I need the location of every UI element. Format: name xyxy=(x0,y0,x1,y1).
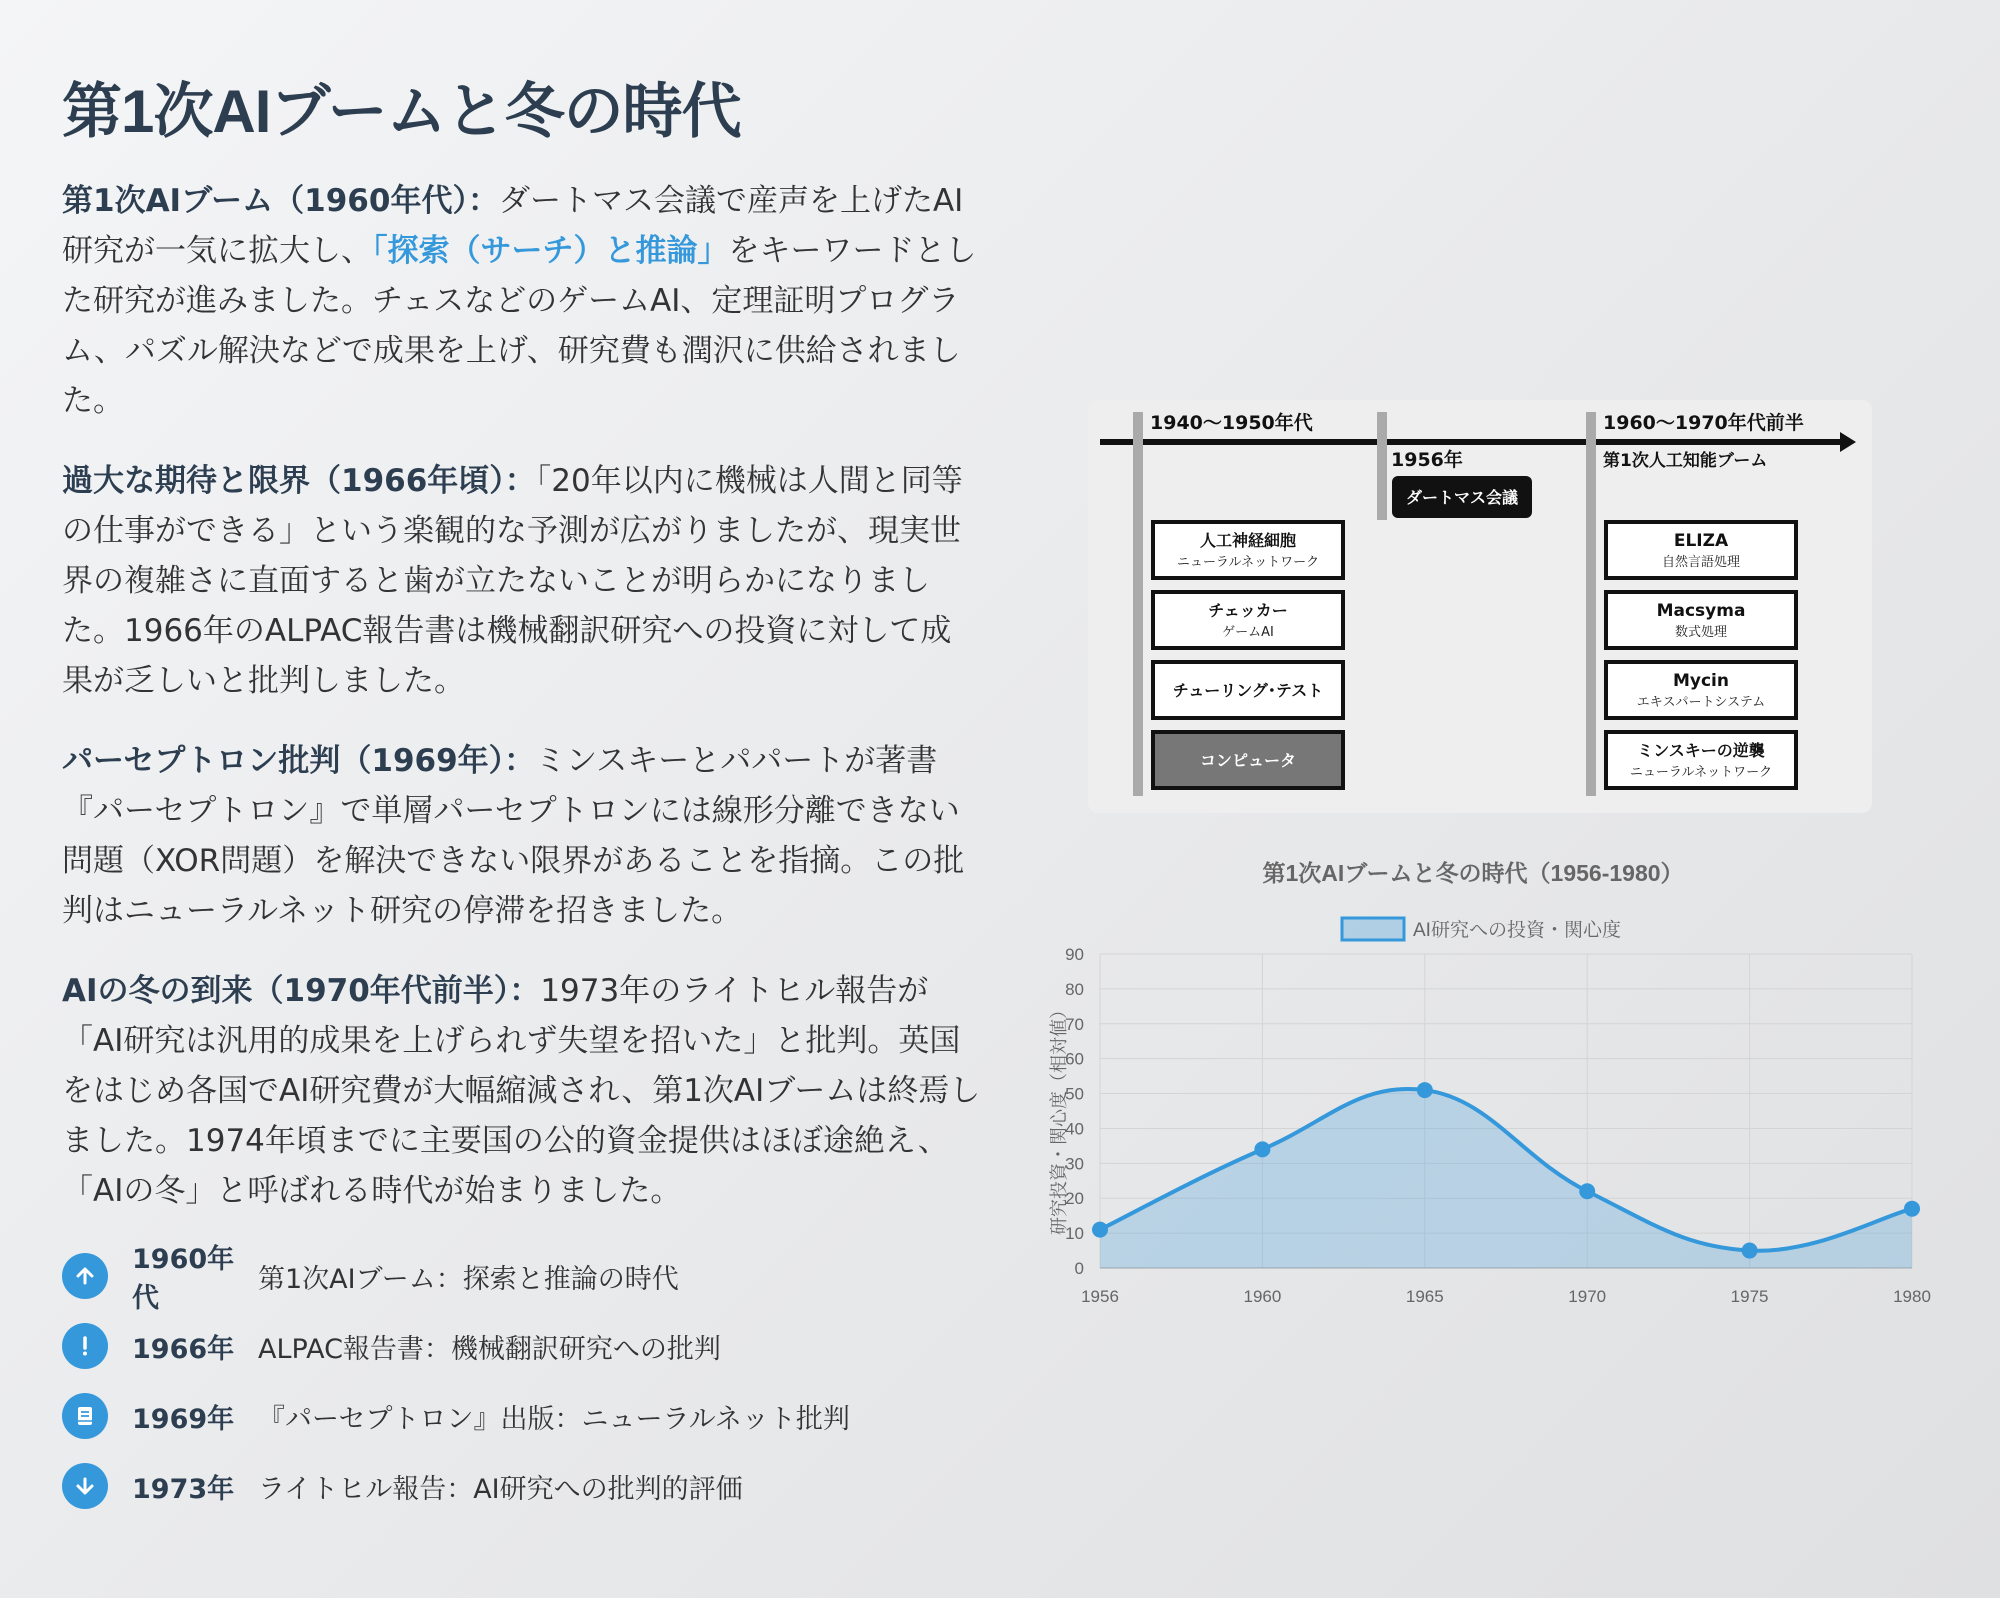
timeline-box xyxy=(1153,522,1343,578)
event-list xyxy=(62,1244,850,1533)
event-year: 1960年代 xyxy=(132,1244,235,1314)
timeline-box xyxy=(1606,662,1796,718)
timeline-box-title: チューリング･テスト xyxy=(1172,681,1324,700)
y-tick-label: 80 xyxy=(1065,979,1084,999)
paragraph-heading: パーセプトロン批判（1969年）： xyxy=(62,743,536,779)
x-tick-label: 1975 xyxy=(1730,1287,1769,1306)
event-text: ライトヒル報告：AI研究への批判的評価 xyxy=(258,1473,743,1505)
legend-swatch xyxy=(1342,918,1404,940)
timeline-box xyxy=(1153,662,1343,718)
timeline-box-sub: エキスパートシステム xyxy=(1636,695,1766,710)
event-item xyxy=(62,1463,850,1509)
paragraph-ai-winter xyxy=(62,966,982,1216)
book-icon xyxy=(62,1393,108,1439)
data-point xyxy=(1254,1141,1270,1157)
timeline-box-title: 人工神経細胞 xyxy=(1199,531,1297,550)
paragraph-perceptron xyxy=(62,736,982,936)
y-tick-label: 10 xyxy=(1065,1224,1084,1244)
exclamation-icon xyxy=(62,1323,108,1369)
event-item xyxy=(62,1244,850,1314)
event-item xyxy=(62,1393,850,1439)
timeline-box-sub: ニューラルネットワーク xyxy=(1176,555,1320,570)
chart-plot xyxy=(1092,1082,1920,1268)
data-point xyxy=(1417,1082,1433,1098)
y-axis-label: 研究投資・関心度（相対値） xyxy=(1049,1001,1069,1235)
investment-chart xyxy=(1020,850,1960,1330)
era-bar xyxy=(1586,412,1596,796)
y-tick-label: 30 xyxy=(1065,1154,1084,1174)
y-tick-label: 40 xyxy=(1065,1119,1084,1139)
x-tick-label: 1970 xyxy=(1568,1287,1607,1306)
event-year: 1969年 xyxy=(132,1403,235,1435)
y-tick-label: 50 xyxy=(1065,1084,1084,1104)
dartmouth-badge-text: ダートマス会議 xyxy=(1405,488,1519,507)
legend-label: AI研究への投資・関心度 xyxy=(1413,920,1621,941)
paragraph-expectations xyxy=(62,456,982,706)
paragraph-first-boom xyxy=(62,176,982,426)
event-year: 1966年 xyxy=(132,1333,235,1365)
timeline-box xyxy=(1606,592,1796,648)
era-bar xyxy=(1133,412,1143,796)
paragraph-text: をキーワードとした研究が進みました。チェスなどのゲームAI、定理証明プログラム、パズル解決などで成果を上げ、研究費も潤沢に供給されました。 xyxy=(62,233,977,419)
paragraph-text: 1973年のライトヒル報告が「AI研究は汎用的成果を上げられず失望を招いた」と批判。英国をはじめ各国でAI研究費が大幅縮減され、第1次AIブームは終焉しました。1974年頃までに主要国の公的資金提供はほぼ途絶え、「AIの冬」と呼ばれる時代が始まりました。 xyxy=(62,973,981,1209)
timeline-box xyxy=(1606,522,1796,578)
content-column xyxy=(62,176,982,1246)
chart-title: 第1次AIブームと冬の時代（1956-1980） xyxy=(1262,860,1684,886)
timeline-box xyxy=(1606,732,1796,788)
era-sublabel: 第1次人工知能ブーム xyxy=(1603,451,1768,471)
timeline-box-title: コンピュータ xyxy=(1199,751,1297,770)
era-label: 1956年 xyxy=(1391,449,1463,471)
timeline-box-title: Mycin xyxy=(1672,671,1730,691)
paragraph-text: ミンスキーとパパートが著書『パーセプトロン』で単層パーセプトロンには線形分離できない問題（XOR問題）を解決できない限界があることを指摘。この批判はニューラルネット研究の停滞を招きました。 xyxy=(62,743,965,929)
timeline-box-title: ELIZA xyxy=(1673,531,1729,551)
timeline-box xyxy=(1153,592,1343,648)
event-year: 1973年 xyxy=(132,1473,235,1505)
y-tick-label: 90 xyxy=(1065,945,1084,964)
event-text: 『パーセプトロン』出版：ニューラルネット批判 xyxy=(258,1403,850,1435)
x-tick-label: 1956 xyxy=(1081,1287,1119,1306)
paragraph-heading: AIの冬の到来（1970年代前半）： xyxy=(62,973,541,1009)
x-tick-label: 1960 xyxy=(1243,1287,1282,1306)
arrow-down-icon xyxy=(62,1463,108,1509)
era-bar xyxy=(1377,412,1387,520)
timeline-box xyxy=(1153,732,1343,788)
timeline-arrowhead xyxy=(1840,432,1856,452)
timeline-box-sub: ゲームAI xyxy=(1222,625,1274,640)
data-point xyxy=(1092,1222,1108,1238)
timeline-box-sub: ニューラルネットワーク xyxy=(1629,765,1773,780)
arrow-up-icon xyxy=(62,1253,108,1299)
paragraph-text: ダートマス会議で産声を上げたAI研究が一気に拡大し、 xyxy=(62,183,964,269)
page-title: 第1次AIブームと冬の時代 xyxy=(62,78,741,145)
data-point xyxy=(1579,1183,1595,1199)
timeline-box-sub: 数式処理 xyxy=(1674,625,1728,640)
data-point xyxy=(1904,1201,1920,1217)
event-text: 第1次AIブーム：探索と推論の時代 xyxy=(258,1263,679,1295)
timeline-box-sub: 自然言語処理 xyxy=(1661,555,1741,570)
timeline-box-title: チェッカー xyxy=(1208,601,1288,620)
era-label: 1940～1950年代 xyxy=(1150,412,1313,434)
paragraph-text: 「20年以内に機械は人間と同等の仕事ができる」という楽観的な予測が広がりましたが、現実世界の複雑さに直面すると歯が立たないことが明らかになりました。1966年のALPAC報告書は機械翻訳研究への投資に対して成果が乏しいと批判しました。 xyxy=(62,463,963,699)
event-item xyxy=(62,1323,850,1369)
paragraph-heading: 過大な期待と限界（1966年頃）： xyxy=(62,463,536,499)
series-area xyxy=(1100,1089,1912,1268)
timeline-illustration xyxy=(1088,400,1872,813)
x-tick-label: 1980 xyxy=(1893,1287,1931,1306)
timeline-box-title: Macsyma xyxy=(1656,601,1746,621)
keyword-highlight: 「探索（サーチ）と推論」 xyxy=(372,233,729,269)
timeline-box-title: ミンスキーの逆襲 xyxy=(1637,741,1765,760)
chart-svg xyxy=(1020,850,1960,1330)
y-tick-label: 20 xyxy=(1065,1189,1084,1209)
event-text: ALPAC報告書：機械翻訳研究への批判 xyxy=(258,1333,721,1365)
paragraph-heading: 第1次AIブーム（1960年代）： xyxy=(62,183,499,219)
era-label: 1960～1970年代前半 xyxy=(1603,412,1804,434)
x-tick-label: 1965 xyxy=(1405,1287,1444,1306)
y-tick-label: 70 xyxy=(1065,1014,1084,1034)
y-tick-label: 60 xyxy=(1065,1049,1084,1069)
data-point xyxy=(1742,1243,1758,1259)
y-tick-label: 0 xyxy=(1074,1259,1084,1278)
